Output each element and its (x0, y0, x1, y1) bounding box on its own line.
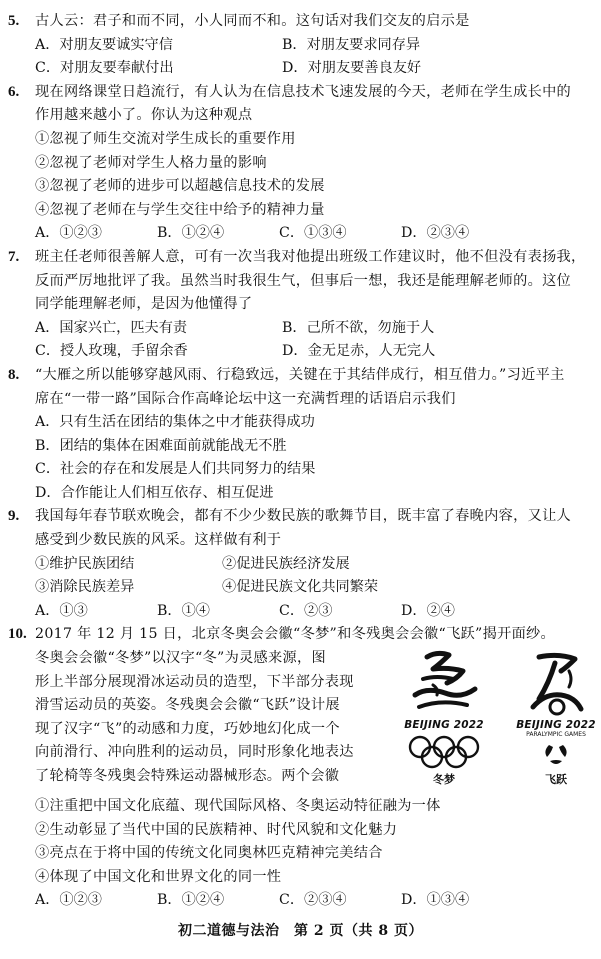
options (35, 600, 587, 624)
options (35, 317, 587, 341)
option-c[interactable]: C．对朋友要奉献付出 (35, 60, 174, 77)
question-7 (8, 246, 587, 364)
question-stem-line: “大雁之所以能够穿越风雨、行稳致远，关键在于其结伴成行，相互借力。”习近平主 (35, 366, 565, 383)
option-a[interactable]: A．①②③ (35, 892, 102, 909)
option-a[interactable]: A．只有生活在团结的集体之中才能获得成功 (35, 414, 315, 431)
option-d[interactable]: D．对朋友要善良友好 (282, 60, 422, 77)
statement-3: ③忽视了老师的进步可以超越信息技术的发展 (35, 178, 325, 195)
option-a[interactable]: A．①③ (35, 602, 88, 619)
option-d[interactable]: D．金无足赤，人无完人 (282, 343, 436, 360)
question-stem-line: 滑雪运动员的英姿。冬残奥会会徽“飞跃”设计展 (35, 697, 340, 714)
option-a[interactable]: A．对朋友要诚实守信 (35, 36, 173, 53)
option-a[interactable]: A．国家兴亡，匹夫有责 (35, 319, 188, 336)
question-5 (8, 10, 587, 81)
option-b[interactable]: B．①④ (157, 602, 210, 619)
para-wordmark: BEIJING 2022 (516, 719, 596, 732)
statement-3: ③亮点在于将中国的传统文化同奥林匹克精神完美结合 (35, 845, 383, 862)
option-d[interactable]: D．合作能让人们相互依存、相互促进 (35, 484, 274, 501)
question-number: 8. (8, 366, 20, 383)
emblems (387, 647, 596, 795)
option-c[interactable]: C．①③④ (279, 225, 347, 242)
statements (35, 553, 587, 577)
question-6 (8, 81, 587, 246)
question-8 (8, 364, 587, 506)
page-footer: 初二道德与法治 第 2 页（共 8 页） (178, 923, 423, 939)
question-stem-line: 我国每年春节联欢晚会，都有不少少数民族的歌舞节目，既丰富了春晚内容，又让人 (35, 508, 572, 525)
option-d[interactable]: D．②③④ (401, 225, 470, 242)
question-number: 10. (8, 626, 27, 643)
statement-3: ③消除民族差异 (35, 579, 135, 596)
option-c[interactable]: C．②③ (279, 602, 333, 619)
question-number: 9. (8, 508, 20, 525)
question-stem-line: 班主任老师很善解人意，可有一次当我对他提出班级工作建议时，他不但没有表扬我， (35, 248, 586, 265)
question-number: 7. (8, 248, 20, 265)
question-stem-line: 向前滑行、冲向胜利的运动员，同时形象化地表达 (35, 744, 354, 761)
option-d[interactable]: D．①③④ (401, 892, 470, 909)
option-b[interactable]: B．己所不欲，勿施于人 (282, 319, 435, 336)
option-c[interactable]: C．社会的存在和发展是人们共同努力的结果 (35, 461, 316, 478)
statements (35, 576, 587, 600)
winter-caption: 冬梦 (433, 773, 455, 787)
statement-4: ④促进民族文化共同繁荣 (222, 579, 379, 596)
question-10 (8, 623, 596, 913)
question-stem-line: 2017 年 12 月 15 日，北京冬奥会会徽“冬梦”和冬残奥会会徽“飞跃”揭开面纱。 (35, 626, 556, 643)
question-stem-line: 感受到少数民族的风采。这样做有利于 (35, 532, 282, 549)
options (35, 889, 587, 913)
statement-4: ④体现了中国文化和世界文化的同一性 (35, 868, 282, 885)
winter-wordmark: BEIJING 2022 (404, 719, 484, 732)
para-caption: 飞跃 (545, 773, 567, 787)
question-number: 5. (8, 13, 20, 29)
option-b[interactable]: B．①②④ (157, 225, 225, 242)
question-stem: 古人云：君子和而不同，小人同而不和。这句话对我们交友的启示是 (35, 13, 470, 29)
stem-with-emblems (35, 647, 596, 795)
question-stem-line: 同学能理解老师，是因为他懂得了 (35, 296, 253, 313)
statement-1: ①维护民族团结 (35, 555, 135, 572)
option-c[interactable]: C．②③④ (279, 892, 347, 909)
question-stem-line: 反而严厉地批评了我。虽然当时我很生气，但事后一想，我还是能理解老师的。这位 (35, 272, 572, 289)
statement-1: ①注重把中国文化底蕴、现代国际风格、冬奥运动特征融为一体 (35, 798, 441, 815)
options (35, 222, 587, 246)
paralympic-agitos-icon (541, 741, 571, 767)
question-stem-line: 作用越来越小了。你认为这种观点 (35, 107, 253, 124)
option-b[interactable]: B．①②④ (157, 892, 225, 909)
statement-2: ②忽视了老师对学生人格力量的影响 (35, 154, 267, 171)
option-b[interactable]: B．团结的集体在困难面前就能战无不胜 (35, 437, 287, 454)
question-stem-line: 了轮椅等冬残奥会特殊运动器械形态。两个会徽 (35, 768, 340, 784)
options (35, 340, 587, 364)
winter-olympics-emblem (397, 649, 491, 789)
question-stem-line: 席在“一带一路”国际合作高峰论坛中这一充满哲理的话语启示我们 (35, 390, 456, 407)
option-a[interactable]: A．①②③ (35, 225, 102, 242)
option-b[interactable]: B．对朋友要求同存异 (282, 36, 421, 53)
options (35, 34, 587, 58)
question-stem-line: 冬奥会会徽“冬梦”以汉字“冬”为灵感来源，图 (35, 650, 326, 667)
stem-text (35, 647, 387, 795)
statement-1: ①忽视了师生交流对学生成长的重要作用 (35, 130, 296, 147)
statement-2: ②促进民族经济发展 (222, 555, 350, 572)
flying-icon (509, 649, 601, 719)
statement-4: ④忽视了老师在与学生交往中给予的精神力量 (35, 201, 325, 218)
statement-2: ②生动彰显了当代中国的民族精神、时代风貌和文化魅力 (35, 821, 398, 838)
option-d[interactable]: D．②④ (401, 602, 455, 619)
option-c[interactable]: C．授人玫瑰，手留余香 (35, 343, 188, 360)
olympic-rings-icon (407, 735, 481, 769)
question-stem-line: 现在网络课堂日趋流行，有人认为在信息技术飞速发展的今天，老师在学生成长中的 (35, 83, 572, 100)
question-stem-line: 现了汉字“飞”的动感和力度，巧妙地幻化成一个 (35, 720, 340, 737)
question-9 (8, 505, 587, 623)
question-stem-line: 形上半部分展现滑冰运动员的造型，下半部分表现 (35, 673, 354, 690)
winter-paralympics-emblem (509, 649, 601, 789)
winter-dream-icon (397, 649, 491, 719)
para-subtitle: PARALYMPIC GAMES (526, 731, 586, 739)
options (35, 57, 587, 81)
question-number: 6. (8, 83, 20, 100)
